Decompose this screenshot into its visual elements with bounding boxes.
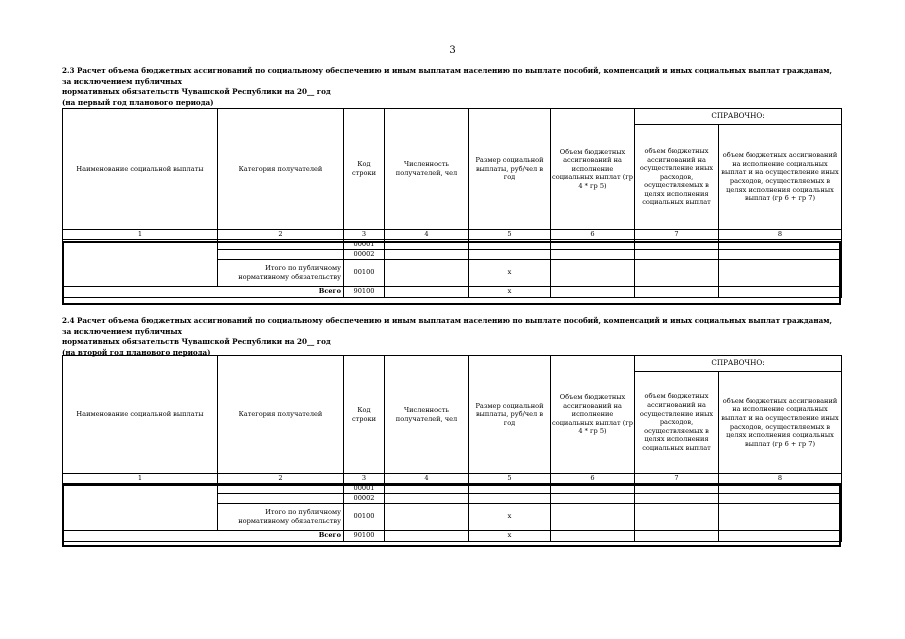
data-cell[interactable] bbox=[635, 249, 719, 259]
header-row-code: Код строки bbox=[344, 356, 385, 474]
header-total-with-other: объем бюджетных ассигнований на исполнение социальных выплат и на осуществление иных расходов, осуществляемых в целях исполнения социальных выплат (гр 6 + гр 7) bbox=[719, 125, 842, 230]
header-recipients-count: Численность получателей, чел bbox=[385, 356, 469, 474]
row-code: 00002 bbox=[344, 249, 385, 259]
header-other-expenses: объем бюджетных ассигнований на осуществление иных расходов, осуществляемых в целях исполнения социальных выплат bbox=[635, 372, 719, 474]
data-cell[interactable] bbox=[551, 259, 635, 286]
payment-name-cell[interactable] bbox=[63, 483, 218, 530]
row-code: 90100 bbox=[344, 530, 385, 541]
row-code: 00001 bbox=[344, 239, 385, 249]
header-payment-size: Размер социальной выплаты, руб/чел в год bbox=[469, 109, 551, 230]
data-cell[interactable] bbox=[719, 249, 842, 259]
row-code: 00002 bbox=[344, 493, 385, 503]
data-cell[interactable] bbox=[635, 493, 719, 503]
col-number: 5 bbox=[469, 230, 551, 240]
data-cell[interactable] bbox=[635, 259, 719, 286]
row-code: 00100 bbox=[344, 503, 385, 530]
data-cell[interactable] bbox=[385, 503, 469, 530]
data-cell[interactable] bbox=[635, 483, 719, 493]
data-cell[interactable] bbox=[719, 530, 842, 541]
data-cell[interactable] bbox=[551, 249, 635, 259]
col-number: 2 bbox=[218, 474, 344, 484]
data-cell[interactable] bbox=[635, 503, 719, 530]
x-mark: x bbox=[469, 259, 551, 286]
data-cell[interactable] bbox=[551, 503, 635, 530]
total-label: Всего bbox=[63, 530, 344, 541]
data-cell[interactable] bbox=[469, 493, 551, 503]
header-reference: СПРАВОЧНО: bbox=[635, 109, 842, 125]
table-section-2-3 bbox=[62, 108, 842, 298]
col-number: 6 bbox=[551, 474, 635, 484]
data-cell[interactable] bbox=[385, 249, 469, 259]
page-number: 3 bbox=[449, 45, 456, 56]
data-cell[interactable] bbox=[719, 286, 842, 297]
header-total-with-other: объем бюджетных ассигнований на исполнение социальных выплат и на осуществление иных расходов, осуществляемых в целях исполнения социальных выплат (гр 6 + гр 7) bbox=[719, 372, 842, 474]
data-cell[interactable] bbox=[719, 503, 842, 530]
data-cell[interactable] bbox=[385, 483, 469, 493]
data-cell[interactable] bbox=[719, 239, 842, 249]
col-number: 1 bbox=[63, 474, 218, 484]
data-cell[interactable] bbox=[469, 249, 551, 259]
col-number: 4 bbox=[385, 474, 469, 484]
data-cell[interactable] bbox=[385, 493, 469, 503]
row-code: 00001 bbox=[344, 483, 385, 493]
col-number: 3 bbox=[344, 230, 385, 240]
section-title-line: нормативных обязательств Чувашской Республики на 20__ год bbox=[62, 337, 331, 346]
itog-label: Итого по публичному нормативному обязательству bbox=[218, 503, 344, 530]
header-allocations-volume: Объем бюджетных ассигнований на исполнение социальных выплат (гр 4 * гр 5) bbox=[551, 109, 635, 230]
data-cell[interactable] bbox=[551, 493, 635, 503]
total-label: Всего bbox=[63, 286, 344, 297]
header-social-payment-name: Наименование социальной выплаты bbox=[63, 109, 218, 230]
col-number: 7 bbox=[635, 230, 719, 240]
data-cell[interactable] bbox=[719, 493, 842, 503]
data-cell[interactable] bbox=[469, 483, 551, 493]
row-code: 90100 bbox=[344, 286, 385, 297]
itog-label: Итого по публичному нормативному обязательству bbox=[218, 259, 344, 286]
col-number: 6 bbox=[551, 230, 635, 240]
col-number: 2 bbox=[218, 230, 344, 240]
data-cell[interactable] bbox=[551, 286, 635, 297]
x-mark: x bbox=[469, 286, 551, 297]
data-cell[interactable] bbox=[551, 239, 635, 249]
category-cell[interactable] bbox=[218, 493, 344, 503]
section-2-4-title bbox=[62, 316, 842, 358]
data-cell[interactable] bbox=[385, 239, 469, 249]
payment-name-cell[interactable] bbox=[63, 239, 218, 286]
header-row-code: Код строки bbox=[344, 109, 385, 230]
col-number: 1 bbox=[63, 230, 218, 240]
x-mark: x bbox=[469, 503, 551, 530]
data-cell[interactable] bbox=[385, 530, 469, 541]
row-code: 00100 bbox=[344, 259, 385, 286]
col-number: 8 bbox=[719, 474, 842, 484]
header-recipients-count: Численность получателей, чел bbox=[385, 109, 469, 230]
section-title-line: (на первый год планового периода) bbox=[62, 97, 214, 107]
col-number: 3 bbox=[344, 474, 385, 484]
section-title-line: 2.3 Расчет объема бюджетных ассигнований по социальному обеспечению и иным выплатам населению по выплате пособий, компенсаций и иных социальных выплат гражданам, за исключением публичных bbox=[62, 66, 832, 86]
data-cell[interactable] bbox=[385, 286, 469, 297]
header-recipient-category: Категория получателей bbox=[218, 356, 344, 474]
data-cell[interactable] bbox=[635, 286, 719, 297]
col-number: 8 bbox=[719, 230, 842, 240]
header-allocations-volume: Объем бюджетных ассигнований на исполнение социальных выплат (гр 4 * гр 5) bbox=[551, 356, 635, 474]
section-title-line: (на второй год планового периода) bbox=[62, 347, 211, 357]
header-recipient-category: Категория получателей bbox=[218, 109, 344, 230]
header-other-expenses: объем бюджетных ассигнований на осуществление иных расходов, осуществляемых в целях исполнения социальных выплат bbox=[635, 125, 719, 230]
section-title-line: 2.4 Расчет объема бюджетных ассигнований по социальному обеспечению и иным выплатам населению по выплате пособий, компенсаций и иных социальных выплат гражданам, за исключением публичных bbox=[62, 316, 832, 336]
section-2-3-title bbox=[62, 66, 842, 108]
table-section-2-4 bbox=[62, 355, 842, 542]
col-number: 7 bbox=[635, 474, 719, 484]
data-cell[interactable] bbox=[551, 530, 635, 541]
header-reference: СПРАВОЧНО: bbox=[635, 356, 842, 372]
x-mark: x bbox=[469, 530, 551, 541]
data-cell[interactable] bbox=[719, 259, 842, 286]
header-social-payment-name: Наименование социальной выплаты bbox=[63, 356, 218, 474]
data-cell[interactable] bbox=[719, 483, 842, 493]
section-title-line: нормативных обязательств Чувашской Республики на 20__ год bbox=[62, 87, 331, 96]
category-cell[interactable] bbox=[218, 239, 344, 249]
col-number: 4 bbox=[385, 230, 469, 240]
category-cell[interactable] bbox=[218, 249, 344, 259]
data-cell[interactable] bbox=[385, 259, 469, 286]
data-cell[interactable] bbox=[469, 239, 551, 249]
data-cell[interactable] bbox=[635, 530, 719, 541]
header-payment-size: Размер социальной выплаты, руб/чел в год bbox=[469, 356, 551, 474]
data-cell[interactable] bbox=[551, 483, 635, 493]
data-cell[interactable] bbox=[635, 239, 719, 249]
col-number: 5 bbox=[469, 474, 551, 484]
category-cell[interactable] bbox=[218, 483, 344, 493]
